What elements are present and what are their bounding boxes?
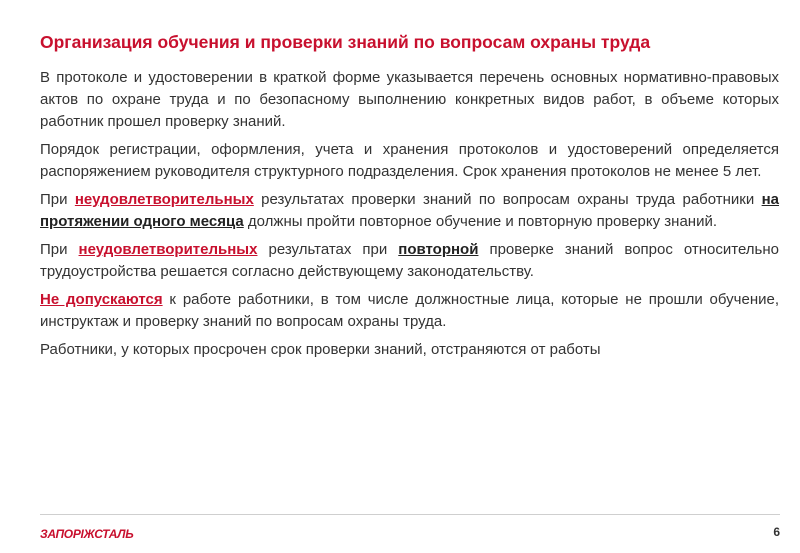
paragraph-unsatisfactory-results: [40, 189, 779, 233]
highlight-unsatisfactory: неудовлетворительных: [74, 191, 254, 208]
paragraph-protocol-content: В протоколе и удостоверении в краткой форме указывается перечень основных нормативно-правовых актов по охране труда и по безопасному выполнению конкретных видов работ, в объеме которых работник прошел проверку знаний.: [40, 69, 779, 130]
text-segment: проверке знаний вопрос относительно трудоустройства решается согласно действующему законодательству.: [40, 241, 780, 280]
paragraph-suspension: Работники, у которых просрочен срок проверки знаний, отстраняются от работы: [40, 341, 601, 358]
highlight-unsatisfactory: неудовлетворительных: [78, 241, 258, 258]
highlight-repeated: повторной: [398, 241, 479, 258]
paragraph-not-admitted: [40, 289, 779, 333]
highlight-not-admitted: Не допускаются: [40, 291, 163, 308]
slide-body: [40, 67, 779, 367]
text-segment: При: [40, 241, 79, 258]
highlight-one-month: на протяжении одного месяца: [40, 191, 780, 230]
text-segment: должны пройти повторное обучение и повторную проверку знаний.: [243, 213, 717, 230]
page-number: 6: [773, 525, 780, 539]
footer-divider: [40, 514, 780, 515]
company-logo: ЗАПОРІЖСТАЛЬ: [40, 527, 134, 541]
text-segment: к работе работники, в том числе должностные лица, которые не прошли обучение, инструктаж и проверку знаний по вопросам охраны труда.: [40, 291, 779, 330]
text-segment: результатах при: [257, 241, 399, 258]
slide-title: Организация обучения и проверки знаний по вопросам охраны труда: [40, 32, 651, 52]
paragraph-repeated-check: [40, 239, 779, 283]
text-segment: При: [40, 191, 75, 208]
text-segment: результатах проверки знаний по вопросам охраны труда работники: [253, 191, 762, 208]
paragraph-storage-order: Порядок регистрации, оформления, учета и хранения протоколов и удостоверений определяется распоряжением руководителя структурного подразделения. Срок хранения протоколов не менее 5 лет.: [40, 141, 779, 180]
